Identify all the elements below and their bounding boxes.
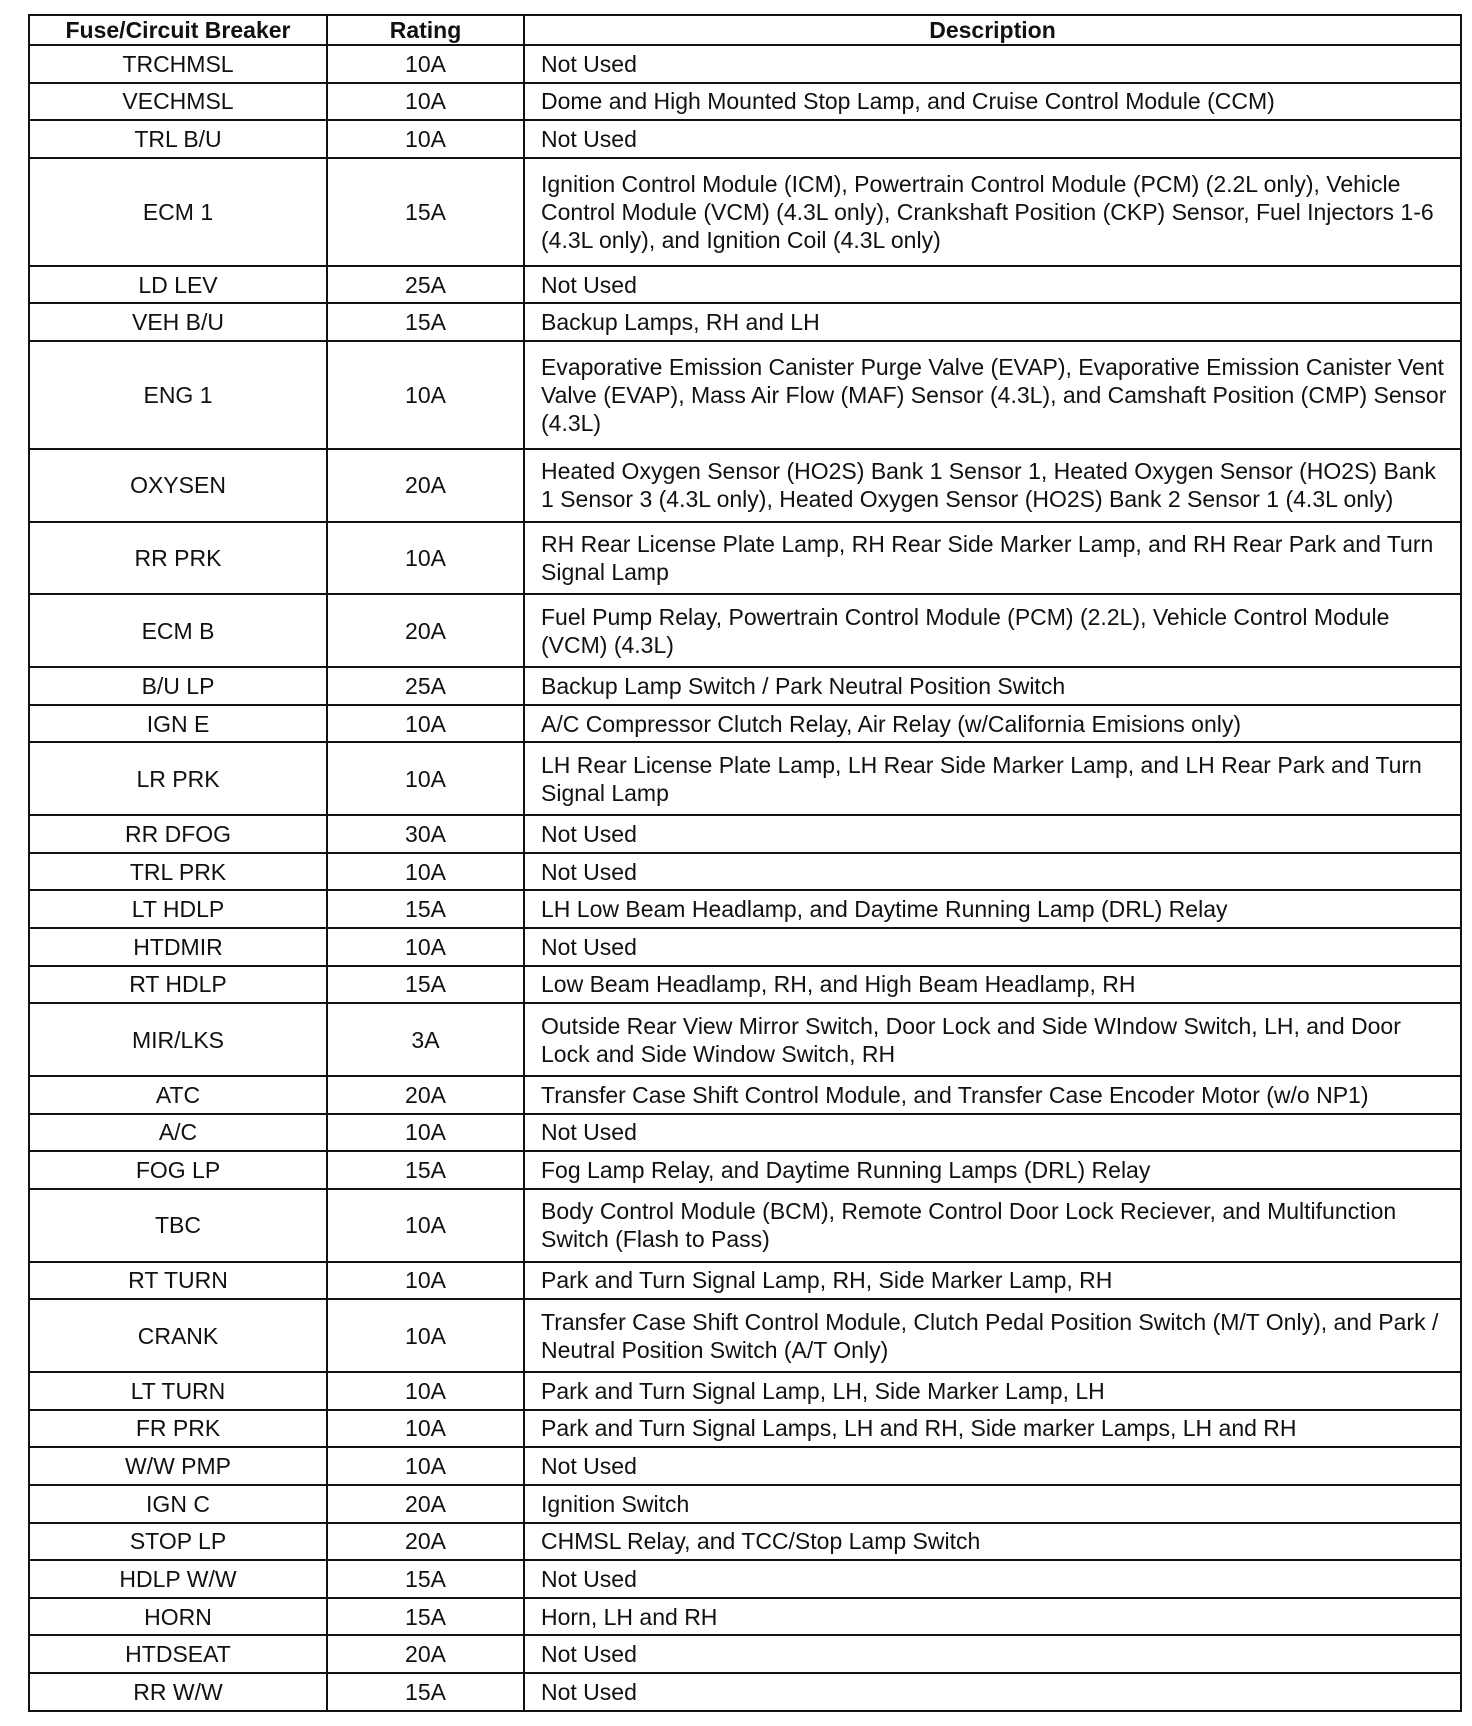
rating-cell: 10A <box>327 742 524 815</box>
table-row <box>29 1076 1461 1114</box>
description-cell: Not Used <box>524 266 1461 304</box>
fuse-cell: FOG LP <box>29 1151 327 1189</box>
table-row <box>29 705 1461 743</box>
fuse-cell: B/U LP <box>29 667 327 705</box>
rating-cell: 10A <box>327 341 524 449</box>
rating-cell: 10A <box>327 1114 524 1152</box>
description-cell: Not Used <box>524 45 1461 83</box>
table-row <box>29 83 1461 121</box>
rating-cell: 10A <box>327 1189 524 1262</box>
fuse-cell: RT HDLP <box>29 966 327 1004</box>
rating-cell: 15A <box>327 1598 524 1636</box>
description-cell: Park and Turn Signal Lamp, LH, Side Marker Lamp, LH <box>524 1372 1461 1410</box>
rating-cell: 15A <box>327 1560 524 1598</box>
rating-cell: 10A <box>327 1447 524 1485</box>
description-cell: RH Rear License Plate Lamp, RH Rear Side Marker Lamp, and RH Rear Park and Turn Signal Lamp <box>524 522 1461 595</box>
fuse-cell: RR DFOG <box>29 815 327 853</box>
fuse-cell: FR PRK <box>29 1410 327 1448</box>
fuse-cell: HDLP W/W <box>29 1560 327 1598</box>
description-cell: Not Used <box>524 1114 1461 1152</box>
fuse-cell: RR W/W <box>29 1673 327 1711</box>
table-row <box>29 522 1461 595</box>
description-cell: Body Control Module (BCM), Remote Control Door Lock Reciever, and Multifunction Switch (Flash to Pass) <box>524 1189 1461 1262</box>
fuse-cell: OXYSEN <box>29 449 327 522</box>
rating-cell: 10A <box>327 522 524 595</box>
fuse-cell: STOP LP <box>29 1523 327 1561</box>
description-cell: Heated Oxygen Sensor (HO2S) Bank 1 Sensor 1, Heated Oxygen Sensor (HO2S) Bank 1 Sensor 3 (4.3L only), Heated Oxygen Sensor (HO2S) Bank 2 Sensor 1 (4.3L only) <box>524 449 1461 522</box>
rating-cell: 10A <box>327 1372 524 1410</box>
description-cell: Ignition Control Module (ICM), Powertrain Control Module (PCM) (2.2L only), Vehicle Control Module (VCM) (4.3L only), Crankshaft Position (CKP) Sensor, Fuel Injectors 1-6 (4.3L only), and Ignition Coil (4.3L only) <box>524 158 1461 266</box>
description-cell: Not Used <box>524 1673 1461 1711</box>
header-fuse: Fuse/Circuit Breaker <box>29 15 327 45</box>
description-cell: Not Used <box>524 853 1461 891</box>
rating-cell: 10A <box>327 120 524 158</box>
table-row <box>29 667 1461 705</box>
description-cell: Not Used <box>524 1635 1461 1673</box>
description-cell: Low Beam Headlamp, RH, and High Beam Headlamp, RH <box>524 966 1461 1004</box>
fuse-cell: IGN C <box>29 1485 327 1523</box>
description-cell: Not Used <box>524 1560 1461 1598</box>
fuse-cell: ATC <box>29 1076 327 1114</box>
rating-cell: 10A <box>327 928 524 966</box>
rating-cell: 20A <box>327 449 524 522</box>
description-cell: Backup Lamps, RH and LH <box>524 303 1461 341</box>
rating-cell: 30A <box>327 815 524 853</box>
description-cell: Outside Rear View Mirror Switch, Door Lock and Side WIndow Switch, LH, and Door Lock and Side Window Switch, RH <box>524 1003 1461 1076</box>
fuse-cell: TRL PRK <box>29 853 327 891</box>
table-row <box>29 266 1461 304</box>
fuse-cell: HTDSEAT <box>29 1635 327 1673</box>
rating-cell: 10A <box>327 1410 524 1448</box>
fuse-cell: VECHMSL <box>29 83 327 121</box>
description-cell: Transfer Case Shift Control Module, and Transfer Case Encoder Motor (w/o NP1) <box>524 1076 1461 1114</box>
description-cell: Park and Turn Signal Lamp, RH, Side Marker Lamp, RH <box>524 1262 1461 1300</box>
table-row <box>29 1598 1461 1636</box>
fuse-table <box>28 14 1462 1712</box>
rating-cell: 20A <box>327 1635 524 1673</box>
fuse-cell: RR PRK <box>29 522 327 595</box>
description-cell: LH Rear License Plate Lamp, LH Rear Side Marker Lamp, and LH Rear Park and Turn Signal Lamp <box>524 742 1461 815</box>
table-body <box>29 45 1461 1711</box>
description-cell: CHMSL Relay, and TCC/Stop Lamp Switch <box>524 1523 1461 1561</box>
rating-cell: 20A <box>327 1076 524 1114</box>
table-row <box>29 890 1461 928</box>
fuse-cell: ECM B <box>29 594 327 667</box>
fuse-cell: ECM 1 <box>29 158 327 266</box>
fuse-cell: HORN <box>29 1598 327 1636</box>
table-row <box>29 1485 1461 1523</box>
description-cell: A/C Compressor Clutch Relay, Air Relay (w/California Emisions only) <box>524 705 1461 743</box>
rating-cell: 15A <box>327 890 524 928</box>
table-row <box>29 1262 1461 1300</box>
table-row <box>29 1003 1461 1076</box>
table-row <box>29 1299 1461 1372</box>
description-cell: Ignition Switch <box>524 1485 1461 1523</box>
table-row <box>29 45 1461 83</box>
fuse-cell: IGN E <box>29 705 327 743</box>
rating-cell: 25A <box>327 667 524 705</box>
table-row <box>29 1372 1461 1410</box>
header-rating: Rating <box>327 15 524 45</box>
rating-cell: 15A <box>327 158 524 266</box>
description-cell: Not Used <box>524 928 1461 966</box>
description-cell: Backup Lamp Switch / Park Neutral Position Switch <box>524 667 1461 705</box>
table-row <box>29 815 1461 853</box>
table-row <box>29 1635 1461 1673</box>
fuse-cell: TRL B/U <box>29 120 327 158</box>
table-row <box>29 158 1461 266</box>
table-row <box>29 1673 1461 1711</box>
rating-cell: 10A <box>327 705 524 743</box>
fuse-cell: LT TURN <box>29 1372 327 1410</box>
fuse-cell: A/C <box>29 1114 327 1152</box>
rating-cell: 15A <box>327 1151 524 1189</box>
table-row <box>29 1189 1461 1262</box>
fuse-cell: MIR/LKS <box>29 1003 327 1076</box>
fuse-cell: VEH B/U <box>29 303 327 341</box>
rating-cell: 20A <box>327 1485 524 1523</box>
fuse-cell: CRANK <box>29 1299 327 1372</box>
table-row <box>29 1523 1461 1561</box>
description-cell: Park and Turn Signal Lamps, LH and RH, Side marker Lamps, LH and RH <box>524 1410 1461 1448</box>
table-row <box>29 853 1461 891</box>
header-row <box>29 15 1461 45</box>
description-cell: LH Low Beam Headlamp, and Daytime Running Lamp (DRL) Relay <box>524 890 1461 928</box>
description-cell: Not Used <box>524 815 1461 853</box>
rating-cell: 20A <box>327 594 524 667</box>
table-row <box>29 1560 1461 1598</box>
rating-cell: 10A <box>327 853 524 891</box>
rating-cell: 15A <box>327 1673 524 1711</box>
rating-cell: 25A <box>327 266 524 304</box>
fuse-cell: LD LEV <box>29 266 327 304</box>
table-row <box>29 341 1461 449</box>
fuse-cell: W/W PMP <box>29 1447 327 1485</box>
fuse-cell: TRCHMSL <box>29 45 327 83</box>
rating-cell: 10A <box>327 45 524 83</box>
table-row <box>29 1151 1461 1189</box>
fuse-cell: RT TURN <box>29 1262 327 1300</box>
description-cell: Not Used <box>524 1447 1461 1485</box>
description-cell: Dome and High Mounted Stop Lamp, and Cruise Control Module (CCM) <box>524 83 1461 121</box>
description-cell: Horn, LH and RH <box>524 1598 1461 1636</box>
description-cell: Not Used <box>524 120 1461 158</box>
rating-cell: 15A <box>327 303 524 341</box>
rating-cell: 10A <box>327 1262 524 1300</box>
fuse-cell: LR PRK <box>29 742 327 815</box>
description-cell: Evaporative Emission Canister Purge Valve (EVAP), Evaporative Emission Canister Vent Valve (EVAP), Mass Air Flow (MAF) Sensor (4.3L), and Camshaft Position (CMP) Sensor (4.3L) <box>524 341 1461 449</box>
rating-cell: 20A <box>327 1523 524 1561</box>
table-row <box>29 594 1461 667</box>
description-cell: Fuel Pump Relay, Powertrain Control Module (PCM) (2.2L), Vehicle Control Module (VCM) (4.3L) <box>524 594 1461 667</box>
rating-cell: 10A <box>327 1299 524 1372</box>
description-cell: Transfer Case Shift Control Module, Clutch Pedal Position Switch (M/T Only), and Park / Neutral Position Switch (A/T Only) <box>524 1299 1461 1372</box>
fuse-cell: TBC <box>29 1189 327 1262</box>
table-row <box>29 928 1461 966</box>
table-row <box>29 742 1461 815</box>
rating-cell: 15A <box>327 966 524 1004</box>
fuse-cell: LT HDLP <box>29 890 327 928</box>
table-row <box>29 120 1461 158</box>
rating-cell: 10A <box>327 83 524 121</box>
table-row <box>29 1410 1461 1448</box>
description-cell: Fog Lamp Relay, and Daytime Running Lamps (DRL) Relay <box>524 1151 1461 1189</box>
table-row <box>29 1447 1461 1485</box>
table-row <box>29 449 1461 522</box>
fuse-cell: HTDMIR <box>29 928 327 966</box>
rating-cell: 3A <box>327 1003 524 1076</box>
header-description: Description <box>524 15 1461 45</box>
table-row <box>29 1114 1461 1152</box>
table-row <box>29 966 1461 1004</box>
table-row <box>29 303 1461 341</box>
fuse-cell: ENG 1 <box>29 341 327 449</box>
